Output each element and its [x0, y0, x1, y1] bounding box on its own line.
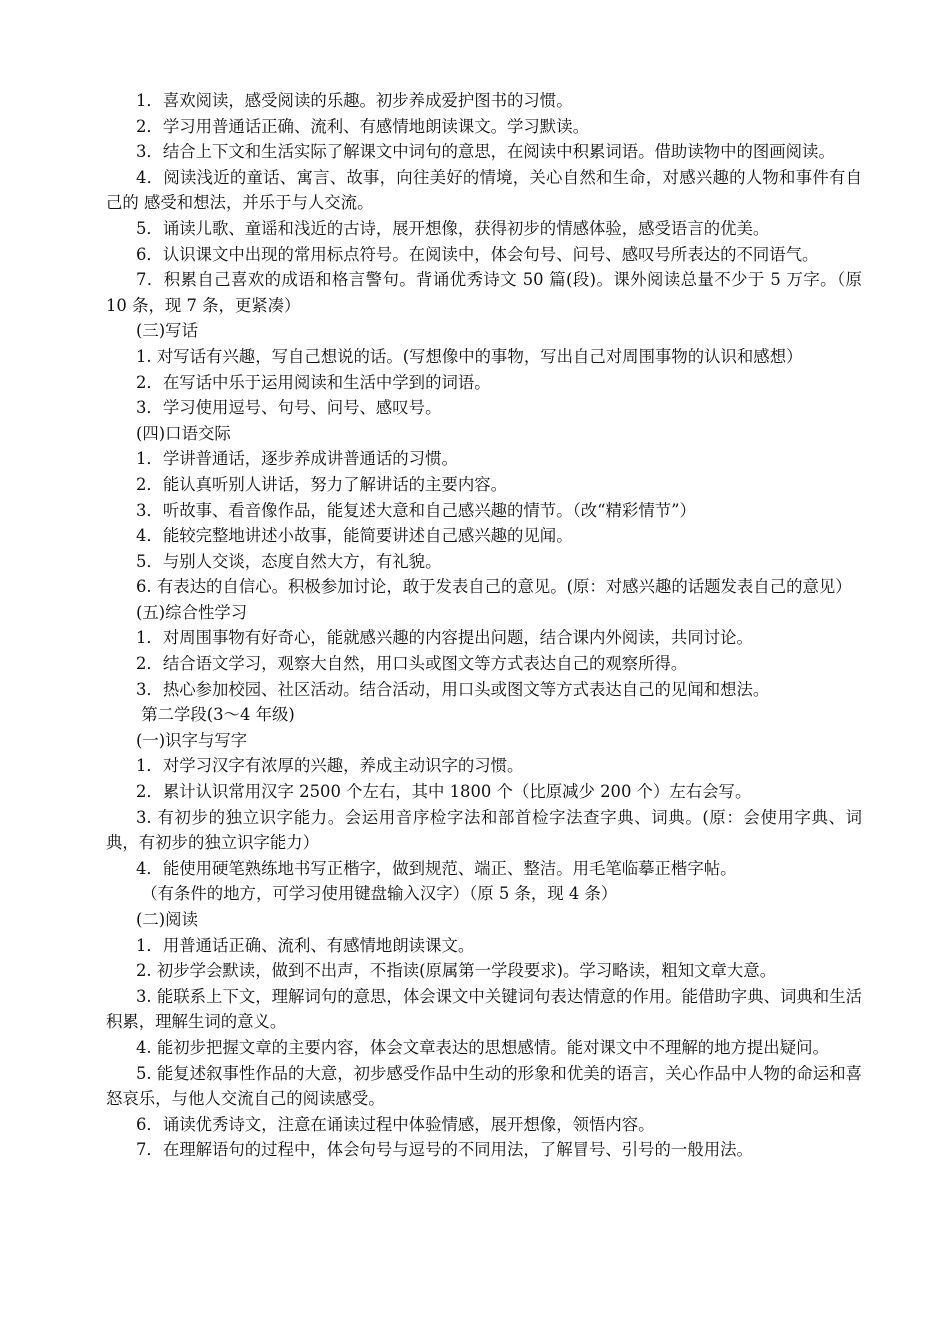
- section-heading: (五)综合性学习: [136, 602, 248, 622]
- paragraph: 1．学讲普通话，逐步养成讲普通话的习惯。: [136, 449, 458, 469]
- paragraph: 1. 对写话有兴趣，写自己想说的话。(写想像中的事物，写出自己对周围事物的认识和感想）: [136, 346, 803, 366]
- paragraph: 6．认识课文中出现的常用标点符号。在阅读中，体会句号、问号、感叹号所表达的不同语气。: [136, 244, 819, 264]
- paragraph: 4．能使用硬笔熟练地书写正楷字，做到规范、端正、整洁。用毛笔临摹正楷字帖。: [136, 858, 737, 878]
- paragraph: 5．诵读儿歌、童谣和浅近的古诗，展开想像，获得初步的情感体验，感受语言的优美。: [136, 218, 770, 238]
- paragraph: 1．喜欢阅读，感受阅读的乐趣。初步养成爱护图书的习惯。: [136, 91, 573, 110]
- paragraph: 3．热心参加校园、社区活动。结合活动，用口头或图文等方式表达自己的见闻和想法。: [136, 679, 770, 699]
- paragraph: 3．结合上下文和生活实际了解课文中词句的意思，在阅读中积累词语。借助读物中的图画阅读。: [136, 142, 835, 162]
- paragraph: 6．诵读优秀诗文，注意在诵读过程中体验情感，展开想像，领悟内容。: [136, 1114, 655, 1134]
- paragraph: 2．累计认识常用汉字 2500 个左右，其中 1800 个（比原减少 200 个）左右会写。: [136, 782, 752, 802]
- section-heading: (三)写话: [136, 321, 198, 341]
- paragraph: 4．阅读浅近的童话、寓言、故事，向往美好的情境，关心自然和生命，对感兴趣的人物和事件有自己的 感受和想法，并乐于与人交流。: [106, 167, 862, 213]
- paragraph: 1．用普通话正确、流利、有感情地朗读课文。: [136, 935, 475, 955]
- section-heading: (四)口语交际: [136, 423, 231, 443]
- paragraph: 3．听故事、看音像作品，能复述大意和自己感兴趣的情节。（改“精彩情节”）: [136, 500, 696, 520]
- section-heading: 第二学段(3～4 年级): [136, 705, 295, 725]
- paragraph: 3．学习使用逗号、句号、问号、感叹号。: [136, 398, 442, 418]
- paragraph: 2．结合语文学习，观察大自然，用口头或图文等方式表达自己的观察所得。: [136, 654, 688, 674]
- paragraph: 2．能认真听别人讲话，努力了解讲话的主要内容。: [136, 474, 508, 494]
- section-heading: （有条件的地方，可学习使用键盘输入汉字）（原 5 条，现 4 条）: [136, 884, 618, 904]
- paragraph: 1．对周围事物有好奇心，能就感兴趣的内容提出问题，结合课内外阅读，共同讨论。: [136, 628, 753, 648]
- paragraph: 2．学习用普通话正确、流利、有感情地朗读课文。学习默读。: [136, 116, 589, 136]
- paragraph: 6. 有表达的自信心。积极参加讨论，敢于发表自己的意见。(原：对感兴趣的话题发表自己的意见）: [136, 577, 852, 597]
- paragraph: 1．对学习汉字有浓厚的兴趣，养成主动识字的习惯。: [136, 756, 524, 776]
- paragraph: 4．能较完整地讲述小故事，能简要讲述自己感兴趣的见闻。: [136, 526, 573, 546]
- paragraph: 3. 有初步的独立识字能力。会运用音序检字法和部首检字法查字典、词典。(原：会使用字典、词典，有初步的独立识字能力）: [106, 807, 862, 853]
- paragraph: 3. 能联系上下文，理解词句的意思，体会课文中关键词句表达情意的作用。能借助字典、词典和生活积累，理解生词的意义。: [106, 986, 862, 1032]
- paragraph: 5. 能复述叙事性作品的大意，初步感受作品中生动的形象和优美的语言，关心作品中人物的命运和喜怒哀乐，与他人交流自己的阅读感受。: [106, 1063, 862, 1109]
- paragraph: 2．在写话中乐于运用阅读和生活中学到的词语。: [136, 372, 491, 392]
- section-heading: (二)阅读: [136, 910, 198, 929]
- paragraph: 2. 初步学会默读，做到不出声，不指读(原属第一学段要求)。学习略读，粗知文章大意。: [136, 961, 777, 981]
- section-heading: (一)识字与写字: [136, 730, 248, 750]
- paragraph: 5．与别人交谈，态度自然大方，有礼貌。: [136, 551, 442, 571]
- paragraph: 7．在理解语句的过程中，体会句号与逗号的不同用法，了解冒号、引号的一般用法。: [136, 1140, 753, 1160]
- paragraph: 4. 能初步把握文章的主要内容，体会文章表达的思想感情。能对课文中不理解的地方提出疑问。: [136, 1037, 829, 1057]
- document-page: [106, 88, 868, 1163]
- paragraph: 7．积累自己喜欢的成语和格言警句。背诵优秀诗文 50 篇(段)。课外阅读总量不少于 5 万字。（原 10 条，现 7 条，更紧凑）: [106, 270, 868, 315]
